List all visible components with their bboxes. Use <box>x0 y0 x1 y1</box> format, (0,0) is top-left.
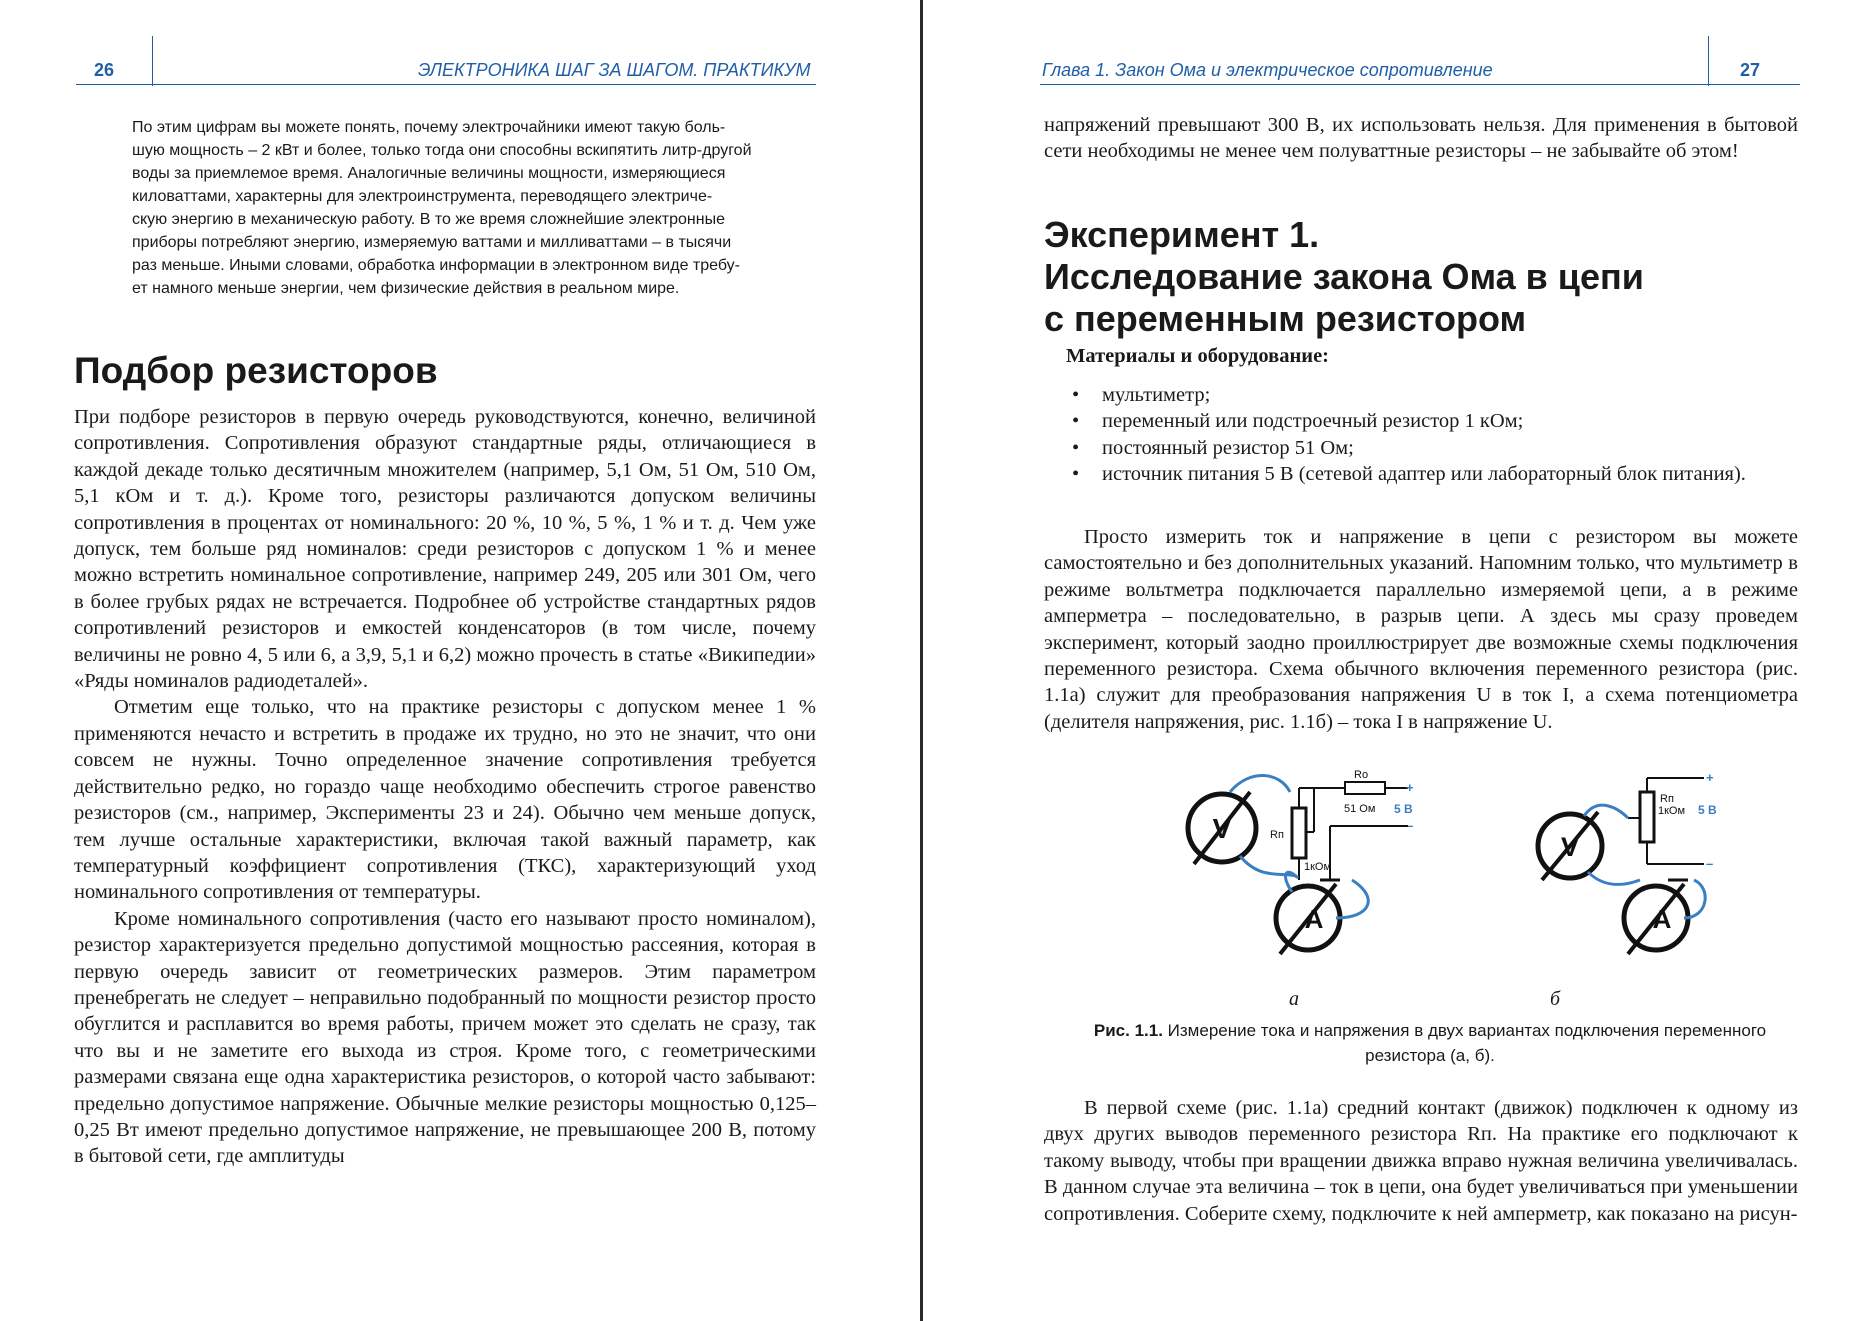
caption-text: Измерение тока и напряжения в двух вариантах подключения переменного резистора (а, б). <box>1167 1021 1767 1065</box>
note-line: раз меньше. Иными словами, обработка информации в электронном виде требу- <box>132 257 740 274</box>
note-line: воды за приемлемое время. Аналогичные величины мощности, измеряющиеся <box>132 165 726 182</box>
experiment-heading <box>1044 214 1644 340</box>
scheme-b <box>1538 770 1717 954</box>
experiment-heading-line: Исследование закона Ома в цепи <box>1044 256 1644 297</box>
running-title-right: Глава 1. Закон Ома и электрическое сопротивление <box>1042 60 1493 80</box>
left-page <box>0 0 920 1321</box>
list-item: • переменный или подстроечный резистор 1 кОм; <box>1068 408 1794 434</box>
note-line: приборы потребляют энергию, измеряемую ваттами и милливаттами – в тысячи <box>132 234 732 251</box>
plus-terminal: + <box>1406 780 1414 795</box>
ro-label: Ro <box>1354 769 1369 781</box>
paragraph: При подборе резисторов в первую очередь руководствуются, конечно, величиной сопротивления. Сопротивления образуют стандартные ряды, отличающиеся в каждой декаде только десятичным множителем (например, 5,1 Ом, 51 Ом, 510 Ом, 5,1 кОм и т. д.). Кроме того, резисторы различаются допуском величины сопротивления в процентах от номинального: 20 %, 10 %, 5 %, 1 % и т. д. Чем уже допуск, тем больше ряд номиналов: среди резисторов с допуском 1 % и менее можно встретить номинальное сопротивление, например 249, 205 или 301 Ом, чего в более грубых рядах не встречается. Подробнее об устройстве стандартных рядов сопротивлений резисторов и емкостей конденсаторов (в том числе, почему величины не ровно 4, 5 или 6, а 3,9, 5,1 и 6,2) можно прочесть в статье «Википедии» «Ряды номиналов радиодеталей». <box>74 406 816 693</box>
note-line: ет намного меньше энергии, чем физические действия в реальном мире. <box>132 280 680 297</box>
note-line: киловаттами, характерны для электроинструмента, переводящего электриче- <box>132 188 713 205</box>
paragraph: Отметим еще только, что на практике резисторы с допуском менее 1 % применяются нечасто и встретить в продаже их трудно, но это не значит, что они совсем не нужны. Точно определенное значение сопротивления требуется действительно редко, но гораздо чаще необходимо обеспечить строгое равенство резисторов (см., например, Эксперименты 23 и 24). Обычно чем меньше допуск, тем лучше остальные характеристики, включая такой важный параметр, как температурный коэффициент сопротивления (ТКС), характеризующий уход номинального сопротивления от температуры. <box>74 696 816 904</box>
book-spine <box>920 0 923 1321</box>
experiment-heading-line: Эксперимент 1. <box>1044 214 1320 255</box>
list-item: • мультиметр; <box>1068 382 1794 408</box>
supply-label: 5 В <box>1394 802 1413 816</box>
voltmeter-label: V <box>1212 813 1232 844</box>
rp-value: 1кОм <box>1304 861 1332 873</box>
header-divider-right <box>1708 36 1709 86</box>
potentiometer-b <box>1640 792 1654 842</box>
header-divider <box>152 36 153 86</box>
top-paragraph <box>1044 112 1798 165</box>
voltmeter-label: V <box>1560 832 1580 862</box>
materials-heading: Материалы и оборудование: <box>1066 345 1329 367</box>
rp-label: Rп <box>1660 793 1674 805</box>
experiment-body-2 <box>1044 1095 1798 1227</box>
figure-label-a: а <box>1289 988 1299 1010</box>
figure-label-b: б <box>1550 988 1561 1010</box>
experiment-body <box>1044 524 1798 735</box>
rp-label: Rп <box>1270 829 1284 841</box>
supply-label: 5 В <box>1698 803 1717 817</box>
header-rule <box>76 84 816 85</box>
list-item: • постоянный резистор 51 Ом; <box>1068 435 1794 461</box>
section-heading: Подбор резисторов <box>74 350 438 391</box>
header-rule-right <box>1040 84 1800 85</box>
scheme-a <box>1188 769 1414 954</box>
materials-list <box>1068 382 1794 488</box>
resistor-ro <box>1345 782 1385 794</box>
figure-caption <box>1060 1018 1800 1068</box>
ro-value: 51 Ом <box>1344 803 1376 815</box>
paragraph: Просто измерить ток и напряжение в цепи с резистором вы можете самостоятельно и без дополнительных указаний. Напомним только, что мультиметр в режиме вольтметра подключается параллельно измеряемой цепи, а в режиме амперметра – последовательно, в разрыв цепи. А здесь мы сразу проведем эксперимент, который заодно проиллюстрирует две возможные схемы подключения переменного резистора. Схема обычного включения переменного резистора (рис. 1.1а) служит для преобразования напряжения U в ток I, а схема потенциометра (делителя напряжения, рис. 1.1б) – тока I в напряжение U. <box>1044 526 1798 733</box>
list-item: • источник питания 5 В (сетевой адаптер или лабораторный блок питания). <box>1068 461 1794 487</box>
experiment-heading-line: с переменным резистором <box>1044 298 1527 339</box>
running-title: ЭЛЕКТРОНИКА ШАГ ЗА ШАГОМ. ПРАКТИКУМ <box>418 60 811 80</box>
note-line: скую энергию в механическую работу. В то же время сложнейшие электронные <box>132 211 725 228</box>
page-number: 26 <box>94 60 115 80</box>
left-body <box>74 404 816 1170</box>
paragraph: напряжений превышают 300 В, их использовать нельзя. Для применения в бытовой сети необходимы не менее чем полуваттные резисторы – не забывайте об этом! <box>1044 114 1798 163</box>
ammeter-label: A <box>1652 904 1672 934</box>
page-number-right: 27 <box>1740 60 1761 80</box>
potentiometer-a <box>1292 808 1306 858</box>
minus-terminal: – <box>1406 818 1414 833</box>
note-block <box>132 116 756 300</box>
note-line: шую мощность – 2 кВт и более, только тогда они способны вскипятить литр-другой <box>132 142 752 159</box>
plus-terminal: + <box>1706 770 1714 785</box>
minus-terminal: – <box>1706 856 1714 871</box>
rp-value: 1кОм <box>1658 805 1686 817</box>
paragraph: Кроме номинального сопротивления (часто его называют просто номиналом), резистор характеризуется предельно допустимой мощностью рассеяния, которая в первую очередь зависит от геометрических размеров. Этим параметром пренебрегать не следует – неправильно подобранный по мощности резистор просто обуглится и расплавится во время работы, причем может это сделать не сразу, так что вы и не заметите его выхода из строя. Кроме того, с геометрическими размерами связана еще одна характеристика резисторов, о которой часто забывают: предельно допустимое напряжение. Обычные мелкие резисторы мощностью 0,125–0,25 Вт имеют предельно допустимое напряжение, не превышающее 200 В, потому в бытовой сети, где амплитуды <box>74 907 816 1168</box>
circuit-figure <box>1180 768 1800 1008</box>
note-line: По этим цифрам вы можете понять, почему электрочайники имеют такую боль- <box>132 119 726 136</box>
paragraph: В первой схеме (рис. 1.1а) средний контакт (движок) подключен к одному из двух других выводов переменного резистора Rп. На практике его подключают к такому выводу, чтобы при вращении движка вправо нужная величина увеличивалась. В данном случае эта величина – ток в цепи, она будет увеличиваться при уменьшении сопротивления. Соберите схему, подключите к ней амперметр, как показано на рисун- <box>1044 1097 1798 1225</box>
ammeter-label: A <box>1304 904 1324 934</box>
caption-label: Рис. 1.1. <box>1093 1021 1163 1040</box>
